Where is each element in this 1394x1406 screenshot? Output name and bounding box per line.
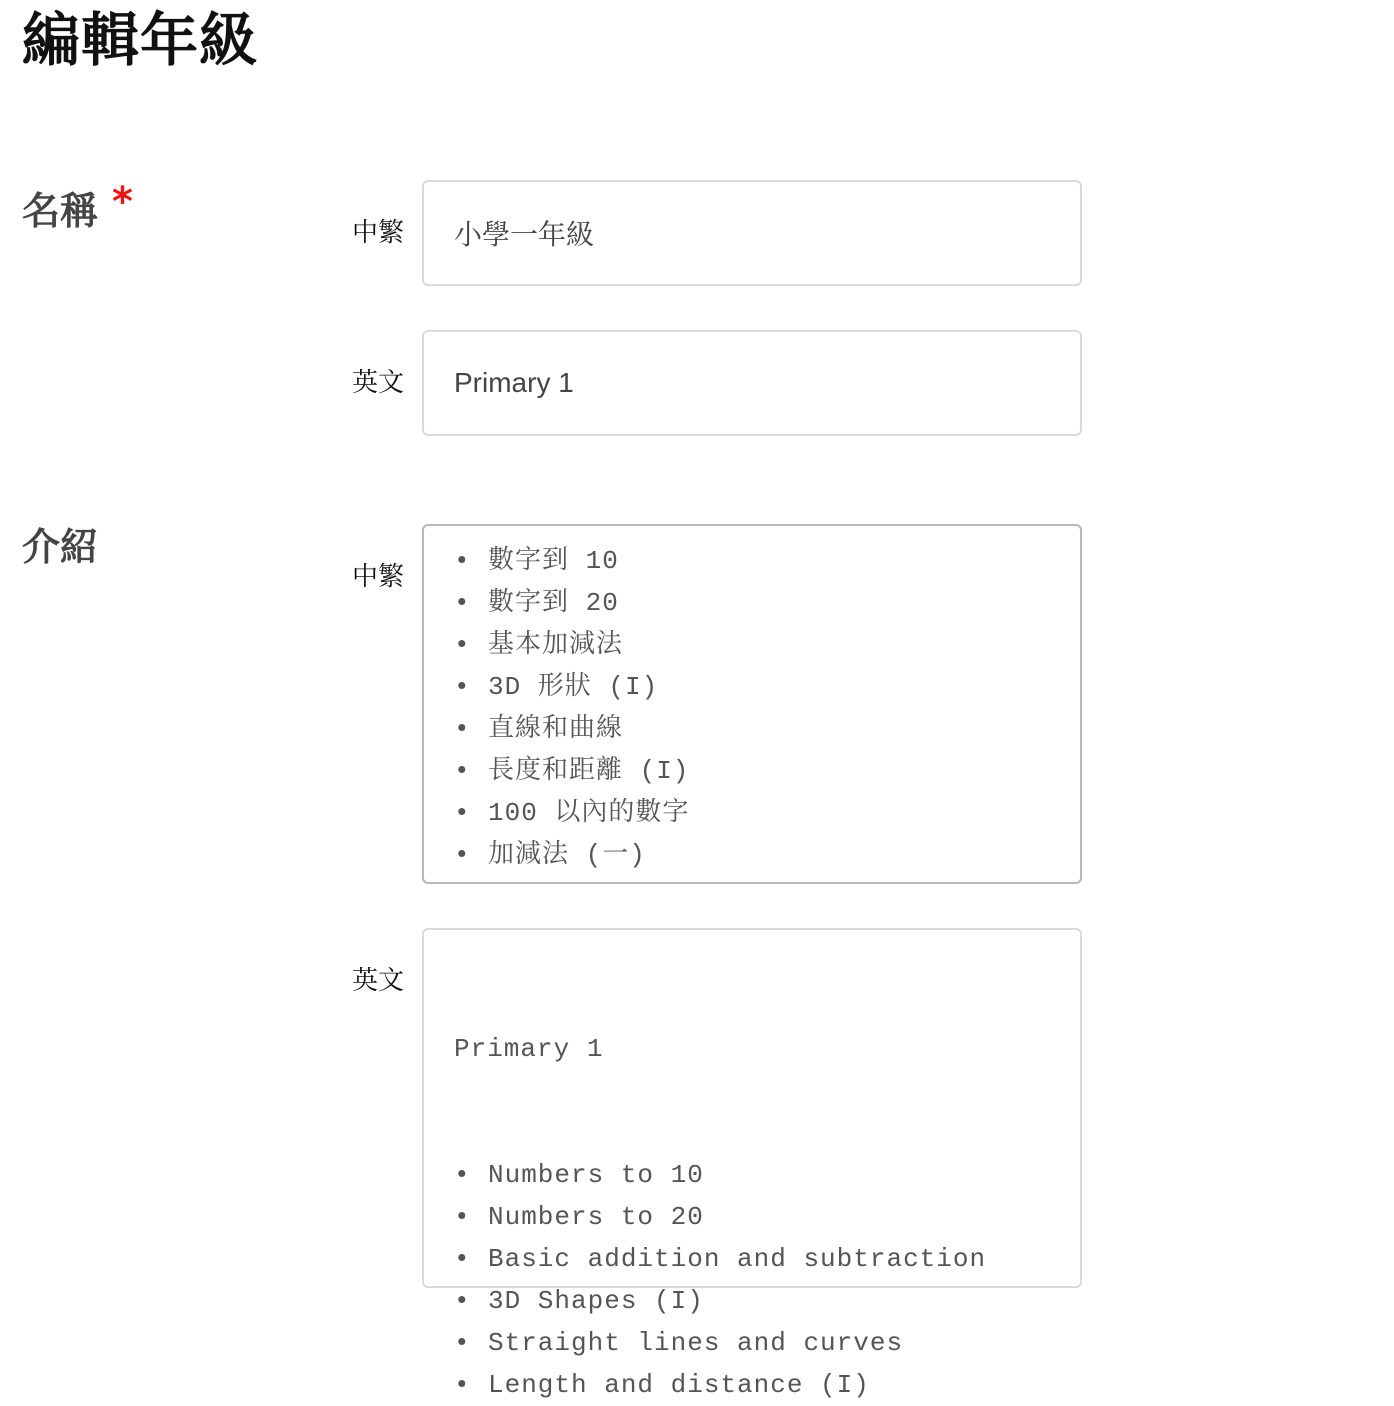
intro-en-list-item-text: 3D Shapes (I) (488, 1286, 704, 1316)
bullet-icon: • (454, 1160, 471, 1190)
page-title: 編輯年級 (22, 6, 259, 74)
bullet-icon: • (454, 672, 471, 702)
intro-zh-list-item (454, 540, 1050, 582)
bullet-icon: • (454, 840, 471, 870)
intro-en-list-item (454, 1364, 1050, 1406)
name-zh-input[interactable] (422, 180, 1082, 286)
intro-en-textarea[interactable] (422, 928, 1082, 1400)
bullet-icon: • (454, 1370, 471, 1400)
intro-zh-list-item-text: 數字到 10 (488, 546, 619, 576)
intro-en-list-item (454, 1154, 1050, 1196)
name-en-input[interactable] (422, 330, 1082, 436)
intro-zh-list-item (454, 708, 1050, 750)
intro-en-content (424, 930, 1080, 1406)
intro-en-list-item-text: Straight lines and curves (488, 1328, 904, 1358)
bullet-icon: • (454, 1244, 471, 1274)
bullet-icon: • (454, 1328, 471, 1358)
name-en-label: 英文 (352, 368, 405, 398)
intro-zh-list-item (454, 792, 1050, 834)
intro-zh-list-item-text: 直線和曲線 (488, 714, 624, 744)
bullet-icon: • (454, 756, 471, 786)
intro-zh-list-item (454, 624, 1050, 666)
bullet-icon: • (454, 1202, 471, 1232)
intro-zh-list-item (454, 834, 1050, 876)
bullet-icon: • (454, 630, 471, 660)
bullet-icon: • (454, 588, 471, 618)
name-section-label: 名稱 (22, 189, 99, 233)
intro-zh-list-item (454, 582, 1050, 624)
intro-en-list-item-text: Length and distance (I) (488, 1370, 870, 1400)
intro-en-heading: Primary 1 (454, 1034, 604, 1064)
intro-zh-list-item (454, 750, 1050, 792)
intro-en-list-item (454, 1196, 1050, 1238)
name-zh-label: 中繁 (352, 218, 405, 248)
intro-zh-textarea[interactable] (422, 524, 1082, 884)
intro-zh-list-item-text: 長度和距離 (I) (488, 756, 690, 786)
intro-section-label: 介紹 (22, 525, 99, 569)
intro-zh-list-item-text: 100 以內的數字 (488, 798, 690, 828)
intro-en-list-item (454, 1280, 1050, 1322)
intro-zh-list-item-text: 基本加減法 (488, 630, 624, 660)
intro-en-list-item-text: Basic addition and subtraction (488, 1244, 987, 1274)
intro-en-list-item-text: Numbers to 10 (488, 1160, 704, 1190)
intro-en-label: 英文 (352, 966, 405, 996)
required-indicator: * (112, 179, 133, 225)
bullet-icon: • (454, 546, 471, 576)
intro-zh-list-item-text: 3D 形狀 (I) (488, 672, 659, 702)
intro-zh-list-item (454, 666, 1050, 708)
bullet-icon: • (454, 1286, 471, 1316)
intro-zh-list-item-text: 數字到 20 (488, 588, 619, 618)
bullet-icon: • (454, 798, 471, 828)
intro-en-list-item (454, 1322, 1050, 1364)
intro-zh-label: 中繁 (352, 562, 405, 592)
intro-en-list-item-text: Numbers to 20 (488, 1202, 704, 1232)
intro-zh-list-item-text: 加減法 (一) (488, 840, 646, 870)
intro-en-list-item (454, 1238, 1050, 1280)
bullet-icon: • (454, 714, 471, 744)
intro-zh-content (424, 526, 1080, 876)
